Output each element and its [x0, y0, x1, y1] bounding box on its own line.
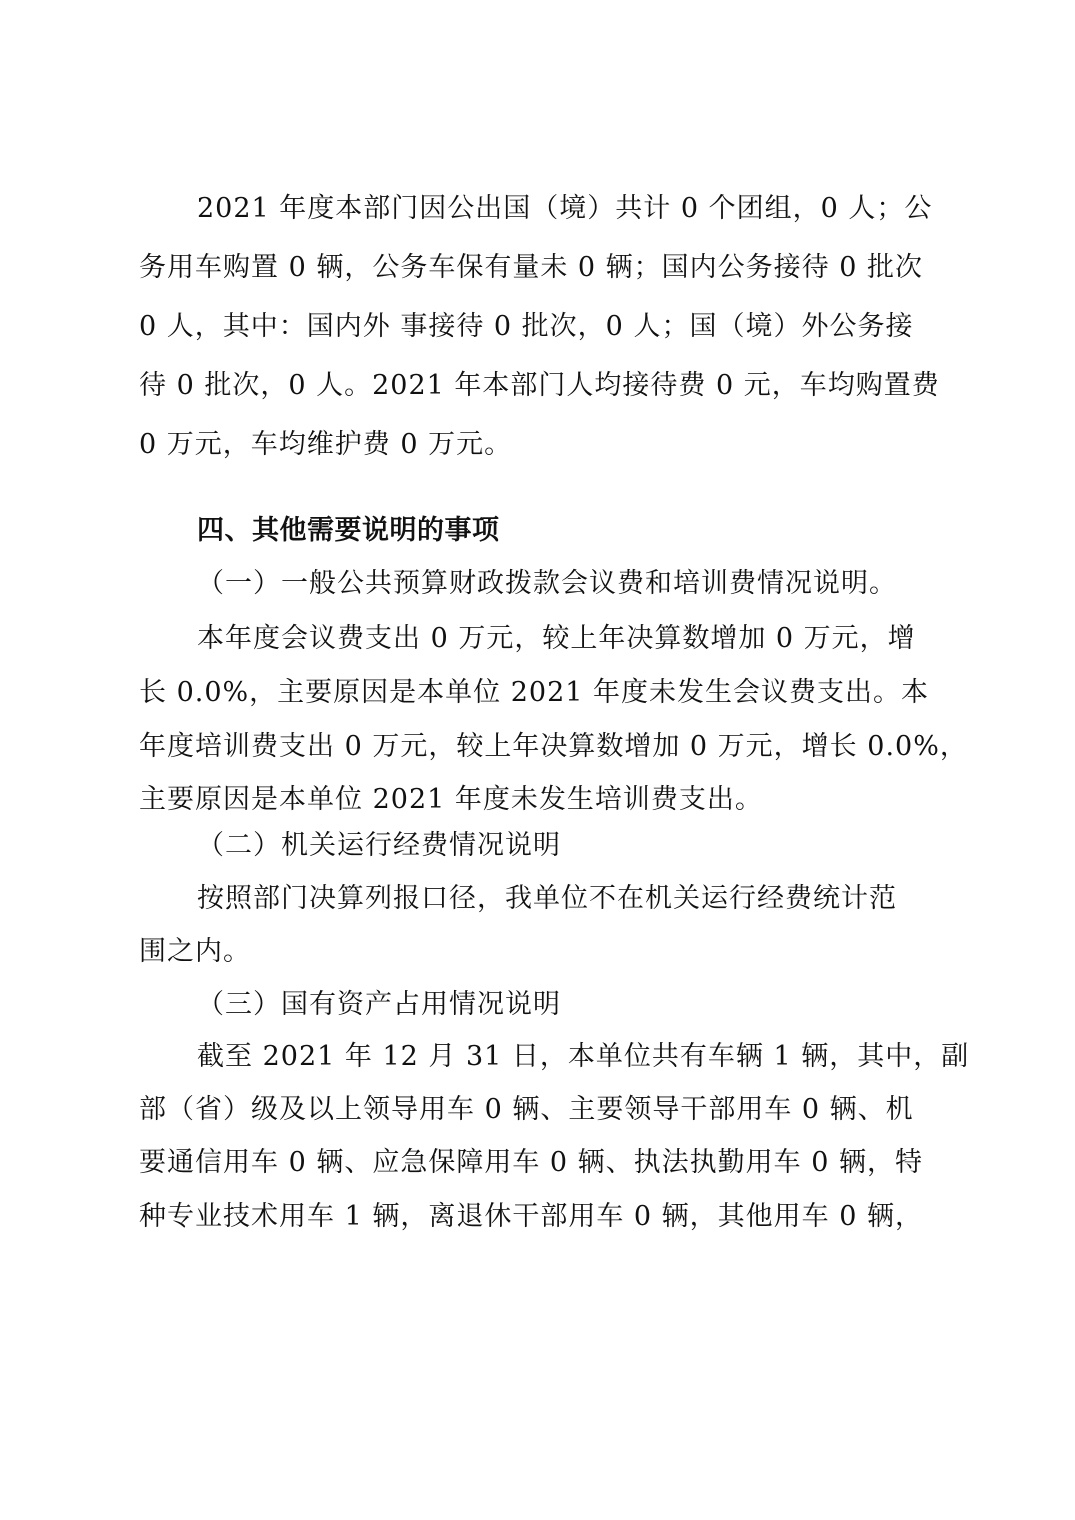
subsection-3-line-2: 部（省）级及以上领导用车 0 辆、主要领导干部用车 0 辆、机	[139, 1094, 914, 1125]
paragraph-1-line-3: 0 人，其中：国内外 事接待 0 批次，0 人；国（境）外公务接	[139, 311, 914, 342]
subsection-1-title: （一）一般公共预算财政拨款会议费和培训费情况说明。	[197, 568, 897, 599]
subsection-3-line-3: 要通信用车 0 辆、应急保障用车 0 辆、执法执勤用车 0 辆，特	[139, 1147, 924, 1178]
paragraph-1-line-2: 务用车购置 0 辆，公务车保有量未 0 辆；国内公务接待 0 批次	[139, 252, 924, 283]
subsection-1-line-2: 长 0.0%，主要原因是本单位 2021 年度未发生会议费支出。本	[139, 677, 930, 708]
section-4-heading: 四、其他需要说明的事项	[197, 515, 500, 546]
subsection-3-line-1: 截至 2021 年 12 月 31 日，本单位共有车辆 1 辆，其中，副	[197, 1041, 970, 1072]
subsection-1-line-3: 年度培训费支出 0 万元，较上年决算数增加 0 万元，增长 0.0%，	[139, 731, 968, 762]
subsection-2-line-2: 围之内。	[139, 936, 251, 967]
subsection-2-title: （二）机关运行经费情况说明	[197, 830, 561, 861]
subsection-1-line-1: 本年度会议费支出 0 万元，较上年决算数增加 0 万元，增	[197, 623, 916, 654]
subsection-2-line-1: 按照部门决算列报口径，我单位不在机关运行经费统计范	[197, 883, 897, 914]
paragraph-1-line-4: 待 0 批次，0 人。2021 年本部门人均接待费 0 元，车均购置费	[139, 370, 940, 401]
paragraph-1-line-5: 0 万元，车均维护费 0 万元。	[139, 429, 513, 460]
subsection-3-title: （三）国有资产占用情况说明	[197, 989, 561, 1020]
paragraph-1-line-1: 2021 年度本部门因公出国（境）共计 0 个团组，0 人；公	[197, 193, 933, 224]
subsection-3-line-4: 种专业技术用车 1 辆，离退休干部用车 0 辆，其他用车 0 辆，	[139, 1201, 924, 1232]
subsection-1-line-4: 主要原因是本单位 2021 年度未发生培训费支出。	[139, 784, 763, 815]
